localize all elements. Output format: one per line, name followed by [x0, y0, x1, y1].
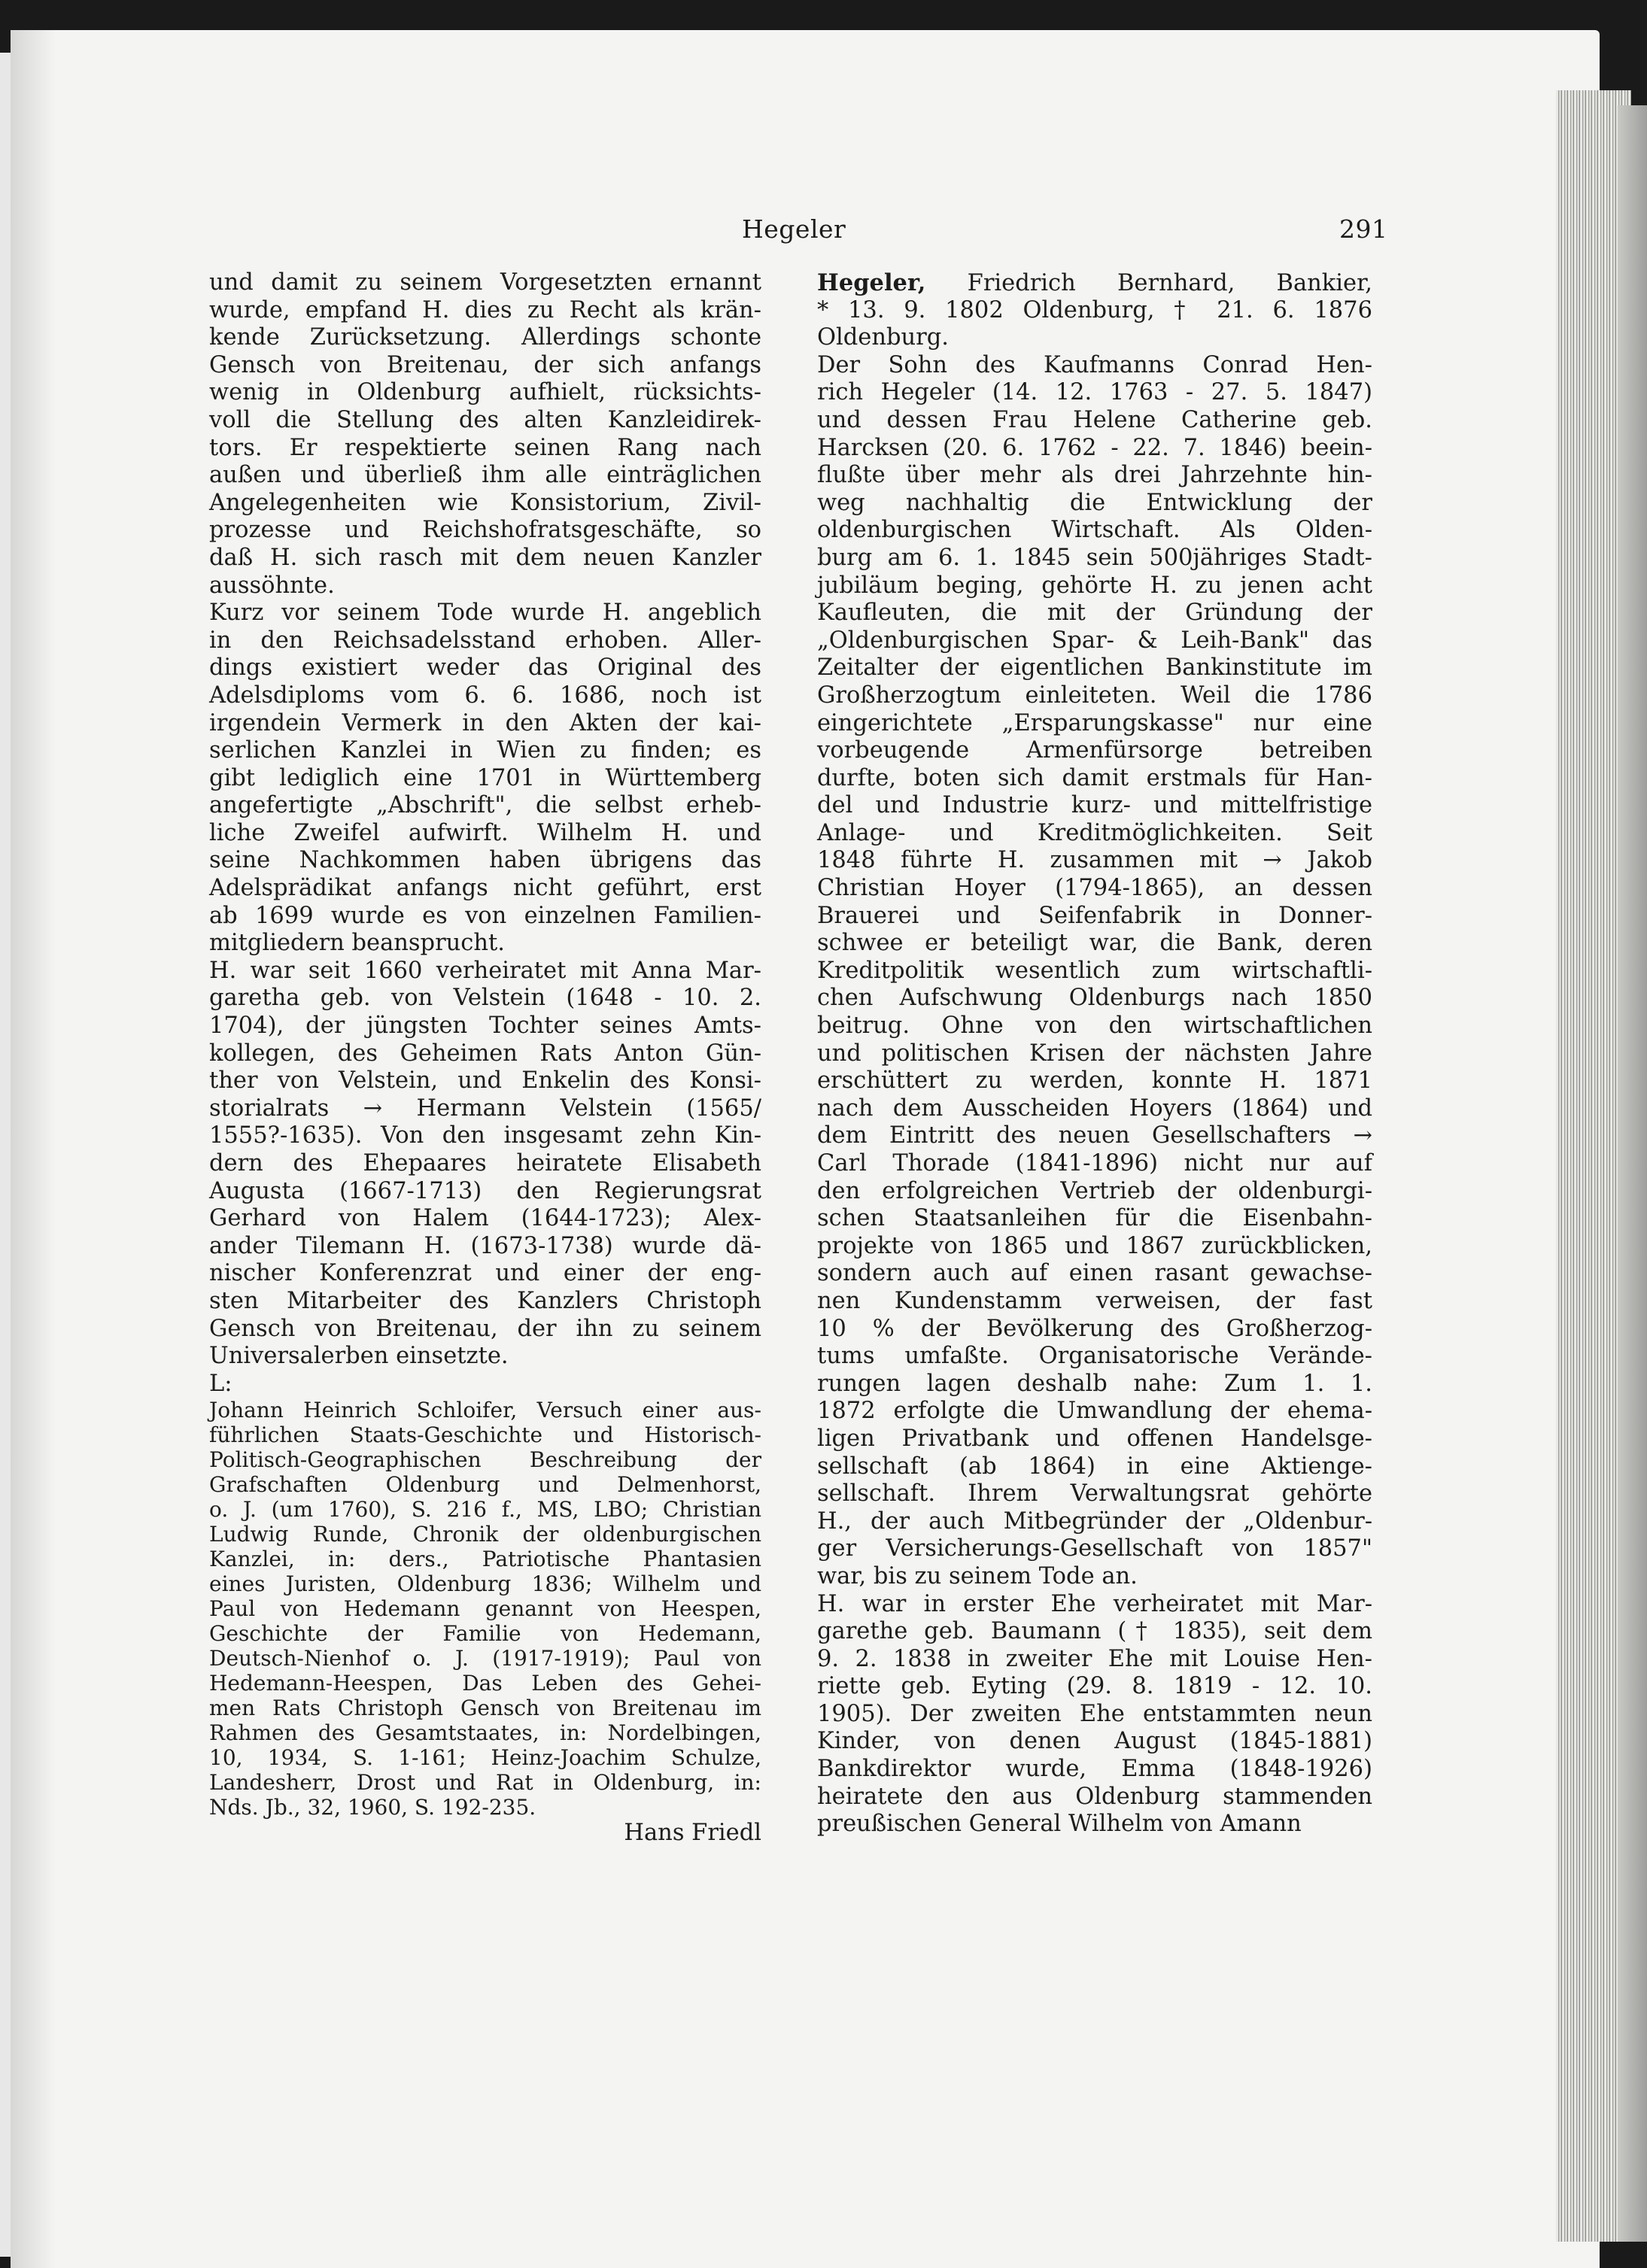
- text-line: Kinder, von denen August (1845-1881): [817, 1728, 1372, 1755]
- text-line: und damit zu seinem Vorgesetzten ernannt: [209, 269, 761, 296]
- right-column: [817, 269, 1372, 1838]
- text-line: Zeitalter der eigentlichen Bankinstitute im: [817, 654, 1372, 682]
- text-line: Kaufleuten, die mit der Gründung der: [817, 600, 1372, 627]
- text-line: Kurz vor seinem Tode wurde H. angeblich: [209, 600, 761, 627]
- text-line: H. war seit 1660 verheiratet mit Anna Mar-: [209, 957, 761, 984]
- literature-line: Grafschaften Oldenburg und Delmenhorst,: [209, 1472, 761, 1498]
- author-signature: Hans Friedl: [624, 1820, 761, 1847]
- text-line: wurde, empfand H. dies zu Recht als krän-: [209, 296, 761, 323]
- paragraph: [817, 352, 1372, 1591]
- text-line: Der Sohn des Kaufmanns Conrad Hen-: [817, 351, 1372, 378]
- text-line: dings existiert weder das Original des: [209, 654, 761, 682]
- text-line: Gerhard von Halem (1644-1723); Alex-: [209, 1205, 761, 1232]
- binding-shadow: [11, 30, 56, 2268]
- literature-line: Politisch-Geographischen Beschreibung der: [209, 1447, 761, 1473]
- paragraph: [209, 958, 761, 1371]
- text-line: schen Staatsanleihen für die Eisenbahn-: [817, 1205, 1372, 1232]
- text-line: dem Eintritt des neuen Gesellschafters →: [817, 1122, 1372, 1149]
- paragraph: [209, 269, 761, 600]
- paragraph: [209, 600, 761, 958]
- text-line: daß H. sich rasch mit dem neuen Kanzler: [209, 544, 761, 571]
- text-line: Carl Thorade (1841-1896) nicht nur auf: [817, 1150, 1372, 1177]
- text-line: wenig in Oldenburg aufhielt, rücksichts-: [209, 379, 761, 406]
- text-line: chen Aufschwung Oldenburgs nach 1850: [817, 985, 1372, 1012]
- literature-line: führlichen Staats-Geschichte und Historisch-: [209, 1422, 761, 1448]
- text-line: Harcksen (20. 6. 1762 - 22. 7. 1846) beein-: [817, 434, 1372, 461]
- text-line: in den Reichsadelsstand erhoben. Aller-: [209, 627, 761, 654]
- text-line: storialrats → Hermann Velstein (1565/: [209, 1095, 761, 1122]
- text-line: schwee er beteiligt war, die Bank, deren: [817, 930, 1372, 957]
- text-line: vorbeugende Armenfürsorge betreiben: [817, 737, 1372, 764]
- text-line: projekte von 1865 und 1867 zurückblicken,: [817, 1232, 1372, 1259]
- text-line: riette geb. Eyting (29. 8. 1819 - 12. 10.: [817, 1673, 1372, 1700]
- text-line: Adelsprädikat anfangs nicht geführt, erst: [209, 875, 761, 902]
- running-title: Hegeler: [742, 214, 846, 244]
- text-line: Universalerben einsetzte.: [209, 1343, 509, 1370]
- text-line: 9. 2. 1838 in zweiter Ehe mit Louise Hen-: [817, 1645, 1372, 1672]
- text-line: H. war in erster Ehe verheiratet mit Mar-: [817, 1590, 1372, 1617]
- text-line: nischer Konferenzrat und einer der eng-: [209, 1260, 761, 1287]
- text-line: Gensch von Breitenau, der ihn zu seinem: [209, 1315, 761, 1342]
- text-line: Kreditpolitik wesentlich zum wirtschaftli-: [817, 957, 1372, 984]
- text-line: mitgliedern beansprucht.: [209, 930, 505, 957]
- text-line: war, bis zu seinem Tode an.: [817, 1562, 1138, 1589]
- text-line: sondern auch auf einen rasant gewachse-: [817, 1260, 1372, 1287]
- entry-dates: * 13. 9. 1802 Oldenburg, † 21. 6. 1876: [817, 296, 1372, 323]
- literature-line: o. J. (um 1760), S. 216 f., MS, LBO; Christian: [209, 1497, 761, 1523]
- text-line: 10 % der Bevölkerung des Großherzog-: [817, 1315, 1372, 1342]
- text-line: durfte, boten sich damit erstmals für Han-: [817, 764, 1372, 791]
- text-line: Gensch von Breitenau, der sich anfangs: [209, 351, 761, 378]
- text-line: seine Nachkommen haben übrigens das: [209, 847, 761, 874]
- book-fore-edge-outer: [1618, 105, 1647, 2242]
- text-line: liche Zweifel aufwirft. Wilhelm H. und: [209, 819, 761, 846]
- text-line: rungen lagen deshalb nahe: Zum 1. 1.: [817, 1370, 1372, 1397]
- text-line: kollegen, des Geheimen Rats Anton Gün-: [209, 1040, 761, 1067]
- text-line: „Oldenburgischen Spar- & Leih-Bank" das: [817, 627, 1372, 654]
- text-line: außen und überließ ihm alle einträglichen: [209, 462, 761, 489]
- text-line: Anlage- und Kreditmöglichkeiten. Seit: [817, 819, 1372, 846]
- text-line: tors. Er respektierte seinen Rang nach: [209, 434, 761, 461]
- text-line: Bankdirektor wurde, Emma (1848-1926): [817, 1756, 1372, 1783]
- text-line: sellschaft (ab 1864) in eine Aktienge-: [817, 1453, 1372, 1480]
- text-line: kende Zurücksetzung. Allerdings schonte: [209, 324, 761, 351]
- text-line: del und Industrie kurz- und mittelfristige: [817, 792, 1372, 819]
- paragraph: [817, 1591, 1372, 1838]
- text-line: ander Tilemann H. (1673-1738) wurde dä-: [209, 1232, 761, 1259]
- literature-line: Paul von Hedemann genannt von Heespen,: [209, 1596, 761, 1622]
- text-line: garethe geb. Baumann († 1835), seit dem: [817, 1618, 1372, 1645]
- literature-line: Hedemann-Heespen, Das Leben des Gehei-: [209, 1671, 761, 1696]
- text-line: sten Mitarbeiter des Kanzlers Christoph: [209, 1287, 761, 1314]
- text-line: ab 1699 wurde es von einzelnen Familien-: [209, 902, 761, 929]
- text-line: den erfolgreichen Vertrieb der oldenburgi-: [817, 1177, 1372, 1204]
- right-column-body: [817, 352, 1372, 1838]
- literature-line: Nds. Jb., 32, 1960, S. 192-235.: [209, 1795, 536, 1820]
- literature-line: eines Juristen, Oldenburg 1836; Wilhelm und: [209, 1571, 761, 1597]
- left-column: [209, 269, 761, 1847]
- text-line: nach dem Ausscheiden Hoyers (1864) und: [817, 1095, 1372, 1122]
- text-line: prozesse und Reichshofratsgeschäfte, so: [209, 517, 761, 544]
- text-line: Adelsdiploms vom 6. 6. 1686, noch ist: [209, 682, 761, 709]
- literature-line: men Rats Christoph Gensch von Breitenau im: [209, 1696, 761, 1721]
- text-line: tums umfaßte. Organisatorische Verände-: [817, 1343, 1372, 1370]
- text-line: nen Kundenstamm verweisen, der fast: [817, 1287, 1372, 1314]
- literature-line: Rahmen des Gesamtstaates, in: Nordelbingen,: [209, 1720, 761, 1746]
- entry-heading: [817, 269, 1372, 297]
- text-line: burg am 6. 1. 1845 sein 500jähriges Stadt-: [817, 544, 1372, 571]
- text-line: serlichen Kanzlei in Wien zu finden; es: [209, 737, 761, 764]
- page-number: 291: [1339, 214, 1388, 244]
- literature-label: L:: [209, 1370, 232, 1397]
- text-line: heiratete den aus Oldenburg stammenden: [817, 1783, 1372, 1810]
- text-line: 1555?-1635). Von den insgesamt zehn Kin-: [209, 1122, 761, 1149]
- text-line: sellschaft. Ihrem Verwaltungsrat gehörte: [817, 1480, 1372, 1507]
- text-line: Augusta (1667-1713) den Regierungsrat: [209, 1177, 761, 1204]
- text-line: 1872 erfolgte die Umwandlung der ehema-: [817, 1398, 1372, 1425]
- text-line: garetha geb. von Velstein (1648 - 10. 2.: [209, 985, 761, 1012]
- text-line: gibt lediglich eine 1701 in Württemberg: [209, 764, 761, 791]
- text-line: dern des Ehepaares heiratete Elisabeth: [209, 1150, 761, 1177]
- literature-line: Ludwig Runde, Chronik der oldenburgischen: [209, 1522, 761, 1547]
- left-column-body: [209, 269, 761, 1371]
- text-line: und politischen Krisen der nächsten Jahre: [817, 1040, 1372, 1067]
- text-line: flußte über mehr als drei Jahrzehnte hin-: [817, 462, 1372, 489]
- text-line: ther von Velstein, und Enkelin des Konsi-: [209, 1067, 761, 1095]
- text-line: eingerichtete „Ersparungskasse" nur eine: [817, 709, 1372, 736]
- text-line: 1848 führte H. zusammen mit → Jakob: [817, 847, 1372, 874]
- literature-line: Johann Heinrich Schloifer, Versuch einer aus-: [209, 1398, 761, 1423]
- previous-page-edge: [0, 53, 11, 2257]
- text-line: angefertigte „Abschrift", die selbst erheb-: [209, 792, 761, 819]
- text-line: erschüttert zu werden, konnte H. 1871: [817, 1067, 1372, 1095]
- entry-death-place: Oldenburg.: [817, 324, 949, 351]
- literature-line: Geschichte der Familie von Hedemann,: [209, 1621, 761, 1647]
- text-line: aussöhnte.: [209, 572, 335, 599]
- text-line: preußischen General Wilhelm von Amann: [817, 1811, 1302, 1838]
- text-line: jubiläum beging, gehörte H. zu jenen acht: [817, 572, 1372, 599]
- text-line: H., der auch Mitbegründer der „Oldenbur-: [817, 1507, 1372, 1535]
- literature-list: [209, 1398, 761, 1820]
- text-line: weg nachhaltig die Entwicklung der: [817, 489, 1372, 516]
- entry-name: Hegeler,: [817, 269, 926, 296]
- entry-heading-rest: Friedrich Bernhard, Bankier,: [967, 270, 1372, 296]
- text-line: 1905). Der zweiten Ehe entstammten neun: [817, 1700, 1372, 1727]
- text-line: ligen Privatbank und offenen Handelsge-: [817, 1425, 1372, 1452]
- text-line: irgendein Vermerk in den Akten der kai-: [209, 709, 761, 736]
- text-line: oldenburgischen Wirtschaft. Als Olden-: [817, 517, 1372, 544]
- text-line: Großherzogtum einleiteten. Weil die 1786: [817, 682, 1372, 709]
- text-line: Brauerei und Seifenfabrik in Donner-: [817, 902, 1372, 929]
- literature-line: Deutsch-Nienhof o. J. (1917-1919); Paul von: [209, 1646, 761, 1671]
- literature-line: Kanzlei, in: ders., Patriotische Phantasien: [209, 1547, 761, 1572]
- text-line: ger Versicherungs-Gesellschaft von 1857": [817, 1535, 1372, 1562]
- text-line: 1704), der jüngsten Tochter seines Amts-: [209, 1013, 761, 1040]
- text-line: Angelegenheiten wie Konsistorium, Zivil-: [209, 489, 761, 516]
- text-line: und dessen Frau Helene Catherine geb.: [817, 406, 1372, 433]
- literature-line: Landesherr, Drost und Rat in Oldenburg, in:: [209, 1770, 761, 1796]
- text-line: beitrug. Ohne von den wirtschaftlichen: [817, 1013, 1372, 1040]
- text-line: voll die Stellung des alten Kanzleidirek-: [209, 406, 761, 433]
- text-line: rich Hegeler (14. 12. 1763 - 27. 5. 1847): [817, 379, 1372, 406]
- text-line: Christian Hoyer (1794-1865), an dessen: [817, 875, 1372, 902]
- literature-line: 10, 1934, S. 1-161; Heinz-Joachim Schulze,: [209, 1745, 761, 1771]
